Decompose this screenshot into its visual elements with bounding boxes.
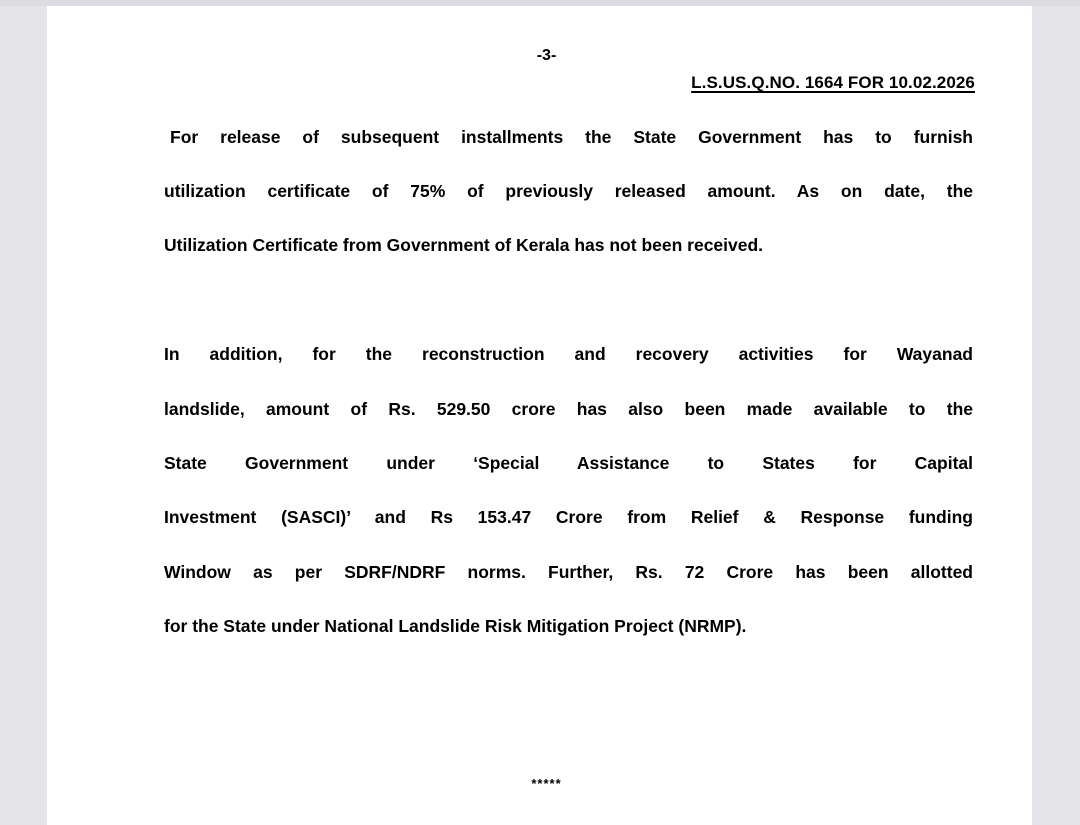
paragraph-2-line-2: landslide, amount of Rs. 529.50 crore has also been made available to the (164, 399, 973, 419)
question-reference: L.S.US.Q.NO. 1664 FOR 10.02.2026 (691, 73, 975, 92)
paragraph-2-line-6: for the State under National Landslide Risk Mitigation Project (NRMP). (164, 616, 747, 636)
paragraph-1-line-2: utilization certificate of 75% of previously released amount. As on date, the (164, 181, 973, 201)
document-page (47, 6, 1032, 825)
paragraph-1-line-3: Utilization Certificate from Government of Kerala has not been received. (164, 235, 764, 255)
paragraph-2-line-1: In addition, for the reconstruction and recovery activities for Wayanad (164, 344, 973, 364)
paragraph-2-line-5: Window as per SDRF/NDRF norms. Further, Rs. 72 Crore has been allotted (164, 562, 973, 582)
paragraph-1-line-1: For release of subsequent installments the State Government has to furnish (170, 127, 973, 147)
paragraph-2-line-4: Investment (SASCI)’ and Rs 153.47 Crore from Relief & Response funding (164, 507, 973, 527)
paragraph-2-line-3: State Government under ‘Special Assistance to States for Capital (164, 453, 973, 473)
page-number: -3- (536, 47, 557, 64)
end-of-document-mark: ***** (531, 776, 562, 791)
